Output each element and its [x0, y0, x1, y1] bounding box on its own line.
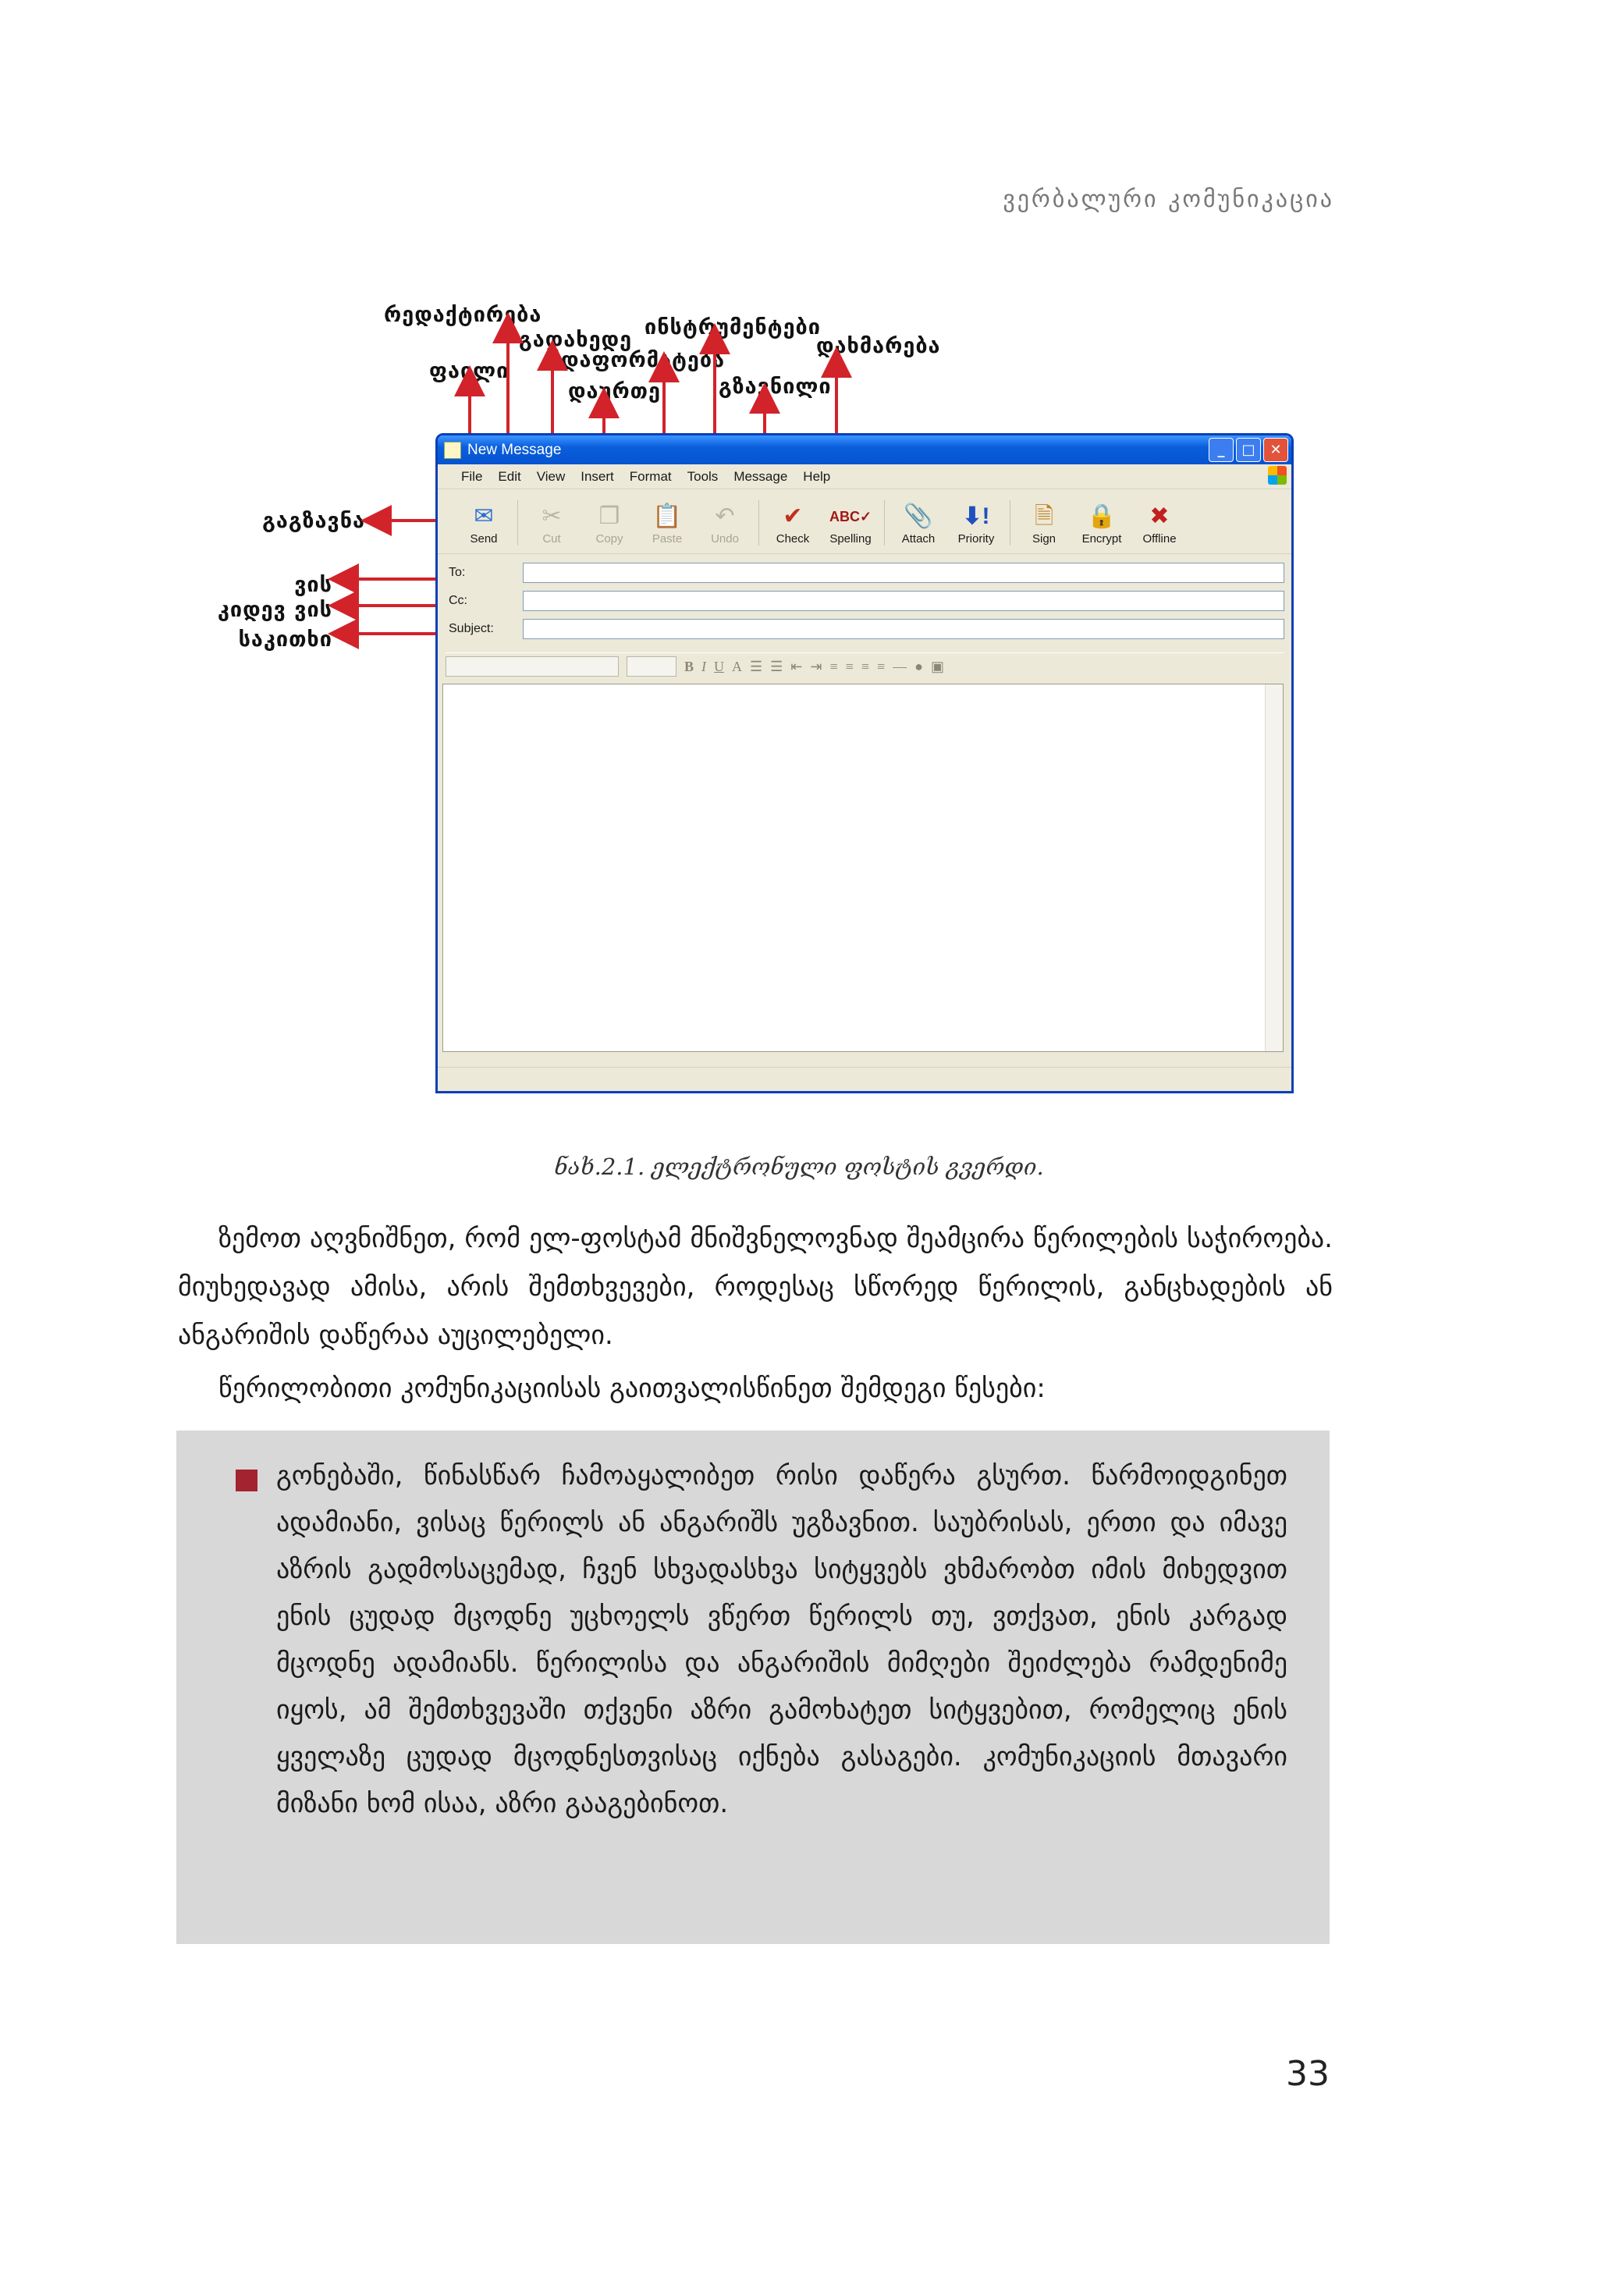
- cut-button[interactable]: ✂ Cut: [523, 501, 581, 553]
- callout-help: დახმარება: [816, 334, 941, 358]
- paste-icon: 📋: [652, 503, 682, 529]
- bullet-list-icon[interactable]: ☰: [770, 658, 783, 674]
- numbered-list-icon[interactable]: ☰: [750, 658, 763, 674]
- callout-message: გზავნილი: [719, 375, 832, 399]
- undo-icon: ↶: [715, 503, 735, 529]
- callout-send: გაგზავნა: [262, 509, 365, 533]
- paste-button[interactable]: 📋 Paste: [638, 501, 696, 553]
- figure-caption: ნახ.2.1. ელექტრონული ფოსტის გვერდი.: [554, 1153, 1044, 1180]
- copy-button[interactable]: ❐ Copy: [581, 501, 638, 553]
- offline-button[interactable]: ✖ Offline: [1131, 501, 1188, 553]
- copy-icon: ❐: [598, 503, 620, 529]
- justify-icon[interactable]: ≡: [876, 658, 886, 674]
- menu-file[interactable]: File: [461, 468, 483, 484]
- minimize-button[interactable]: _: [1209, 438, 1234, 462]
- encrypt-button[interactable]: 🔒 Encrypt: [1073, 501, 1131, 553]
- callout-edit: რედაქტირება: [384, 303, 542, 327]
- menu-help[interactable]: Help: [803, 468, 831, 484]
- callout-tools: ინსტრუმენტები: [645, 315, 821, 339]
- toolbar: [438, 489, 1291, 554]
- cc-field[interactable]: [523, 591, 1284, 611]
- font-color-button[interactable]: A: [732, 658, 743, 674]
- align-right-icon[interactable]: ≡: [861, 658, 869, 674]
- windows-logo-icon: [1268, 466, 1287, 485]
- to-label[interactable]: To:: [449, 566, 466, 579]
- close-button[interactable]: ✕: [1263, 438, 1288, 462]
- message-body[interactable]: [442, 684, 1284, 1052]
- hyperlink-icon[interactable]: ●: [914, 658, 923, 674]
- to-field[interactable]: [523, 563, 1284, 583]
- callout-view: გადახედე: [519, 328, 633, 352]
- rules-text: გონებაში, წინასწარ ჩამოაყალიბეთ რისი დაწერა გსურთ. წარმოიდგინეთ ადამიანი, ვისაც წერილს ან ანგარიშს უგზავნით. საუბრისას, ერთი და იმავე აზრის გადმოსაცემად, ჩვენ სხვადასხვა სიტყვებს ვხმარობთ იმის მიხედვით ენის ცუდად მცოდნე უცხოელს ვწერთ წერილს თუ, ვთქვათ, ენის კარგად მცოდნე ადამიანს. წერილისა და ანგარიშის მიმღები შეიძლება რამდენიმე იყოს, ამ შემთხვევაში თქვენი აზრი გამოხატეთ სიტყვებით, რომელიც ენის ყველაზე ცუდად მცოდნესთვისაც იქნება გასაგები. კომუნიკაციის მთავარი მიზანი ხომ ისაა, აზრი გააგებინოთ.: [276, 1460, 1287, 1819]
- cc-label[interactable]: Cc:: [449, 594, 467, 607]
- bold-button[interactable]: B: [684, 658, 694, 674]
- vertical-scrollbar[interactable]: [1265, 684, 1283, 1051]
- send-button[interactable]: ✉ Send: [455, 501, 513, 553]
- font-size-select[interactable]: [627, 656, 676, 677]
- menu-tools[interactable]: Tools: [687, 468, 719, 484]
- callout-to: ვის: [294, 573, 332, 597]
- encrypt-icon: 🔒: [1087, 503, 1117, 529]
- italic-button[interactable]: I: [701, 658, 707, 674]
- sign-button[interactable]: 🗎 Sign: [1015, 501, 1073, 553]
- undo-button[interactable]: ↶ Undo: [696, 501, 754, 553]
- rules-box: [176, 1431, 1330, 1944]
- subject-label: Subject:: [449, 622, 494, 635]
- increase-indent-icon[interactable]: ⇥: [810, 658, 822, 674]
- spelling-button[interactable]: ABC✓ Spelling: [822, 501, 879, 553]
- menu-insert[interactable]: Insert: [581, 468, 614, 484]
- align-center-icon[interactable]: ≡: [845, 658, 854, 674]
- font-select[interactable]: [446, 656, 619, 677]
- menu-bar: [438, 464, 1291, 489]
- new-message-window: [435, 433, 1294, 1093]
- callout-cc: კიდევ ვის: [217, 598, 332, 622]
- maximize-button[interactable]: □: [1236, 438, 1261, 462]
- callout-file: ფაილი: [429, 359, 510, 383]
- message-icon: [444, 442, 461, 459]
- menu-edit[interactable]: Edit: [498, 468, 521, 484]
- page-number: 33: [1286, 2054, 1330, 2094]
- check-button[interactable]: ✔ Check: [764, 501, 822, 553]
- sign-icon: 🗎: [1034, 503, 1054, 529]
- underline-button[interactable]: U: [714, 658, 725, 674]
- toolbar-separator: [517, 500, 518, 546]
- running-header: ვერბალური კომუნიკაცია: [1003, 186, 1334, 213]
- paperclip-icon: 📎: [904, 503, 933, 529]
- subject-field[interactable]: [523, 619, 1284, 639]
- title-bar[interactable]: [438, 435, 1291, 464]
- check-names-icon: ✔: [783, 503, 803, 529]
- offline-icon: ✖: [1149, 503, 1170, 529]
- priority-icon: ⬇!: [962, 503, 990, 529]
- cut-icon: ✂: [542, 503, 562, 529]
- send-icon: ✉: [474, 503, 494, 529]
- paragraph-2: წერილობითი კომუნიკაციისას გაითვალისწინეთ შემდეგი წესები:: [218, 1373, 1046, 1404]
- paragraph-1: ზემოთ აღვნიშნეთ, რომ ელ-ფოსტამ მნიშვნელოვნად შეამცირა წერილების საჭიროება. მიუხედავად ამისა, არის შემთხვევები, როდესაც სწორედ წერილის, განცხადების ან ანგარიშის დაწერაა აუცილებელი.: [178, 1223, 1333, 1351]
- window-title: New Message: [467, 441, 562, 458]
- insert-picture-icon[interactable]: ▣: [930, 658, 944, 674]
- toolbar-separator: [884, 500, 885, 546]
- toolbar-separator: [758, 500, 759, 546]
- menu-message[interactable]: Message: [733, 468, 788, 484]
- callout-format: დაფორმატება: [561, 348, 726, 372]
- spelling-icon: ABC✓: [829, 509, 872, 524]
- decrease-indent-icon[interactable]: ⇤: [790, 658, 803, 674]
- menu-format[interactable]: Format: [629, 468, 672, 484]
- attach-button[interactable]: 📎 Attach: [890, 501, 947, 553]
- bullet-square: [236, 1470, 257, 1491]
- formatting-toolbar: [446, 652, 1284, 680]
- status-bar: [438, 1067, 1291, 1091]
- horizontal-line-icon[interactable]: —: [893, 658, 907, 674]
- callout-subject: საკითხი: [238, 627, 332, 652]
- callout-insert: დაურთე: [568, 379, 662, 403]
- priority-button[interactable]: ⬇! Priority: [947, 501, 1005, 553]
- align-left-icon[interactable]: ≡: [829, 658, 838, 674]
- menu-view[interactable]: View: [536, 468, 566, 484]
- message-header-fields: [438, 554, 1291, 643]
